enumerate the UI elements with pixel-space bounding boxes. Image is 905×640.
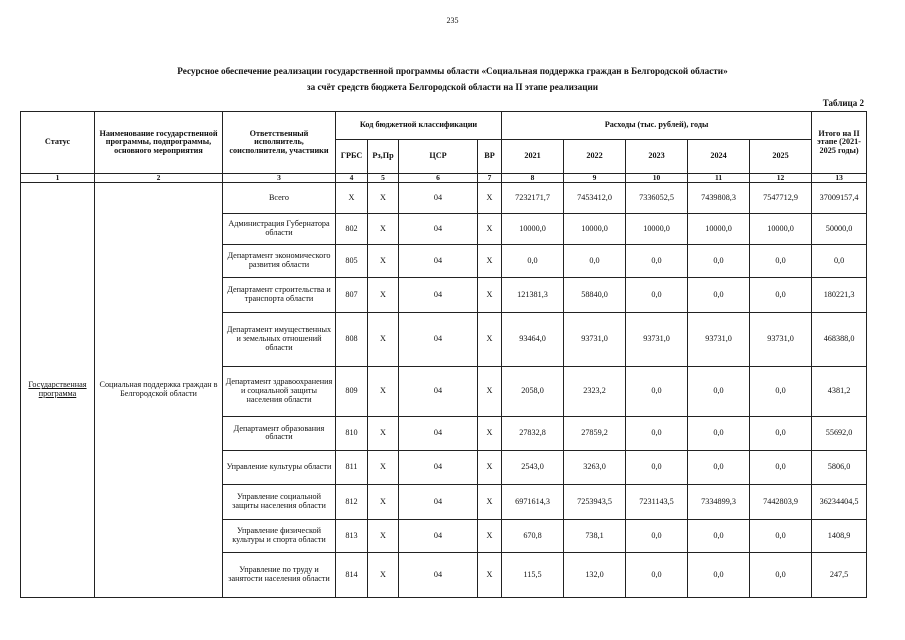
header-status: Статус [21,112,95,174]
cell-grbs: 808 [336,312,368,366]
cell-year-2025: 0,0 [750,244,812,277]
cell-executor: Департамент имущественных и земельных отношений области [223,312,336,366]
status-cell: Государственная программа [21,182,95,597]
cell-year-2022: 0,0 [564,244,626,277]
cell-year-2023: 0,0 [626,450,688,484]
cell-executor: Департамент строительства и транспорта области [223,277,336,312]
cell-total: 36234404,5 [812,484,867,519]
cell-grbs: 802 [336,213,368,244]
cell-year-2023: 0,0 [626,416,688,450]
cell-year-2024: 0,0 [688,244,750,277]
cell-executor: Управление социальной защиты населения области [223,484,336,519]
cell-year-2023: 7231143,5 [626,484,688,519]
header-grbs: ГРБС [336,140,368,174]
cell-year-2022: 738,1 [564,519,626,552]
cell-year-2021: 6971614,3 [502,484,564,519]
header-budget-code: Код бюджетной классификации [336,112,502,140]
cell-rzpr: Х [368,552,399,597]
document-subtitle: за счёт средств бюджета Белгородской области на II этапе реализации [306,82,599,92]
cell-rzpr: Х [368,277,399,312]
cell-total: 5806,0 [812,450,867,484]
cell-rzpr: Х [368,450,399,484]
cell-grbs: 814 [336,552,368,597]
column-number: 5 [368,174,399,183]
cell-executor: Департамент экономического развития области [223,244,336,277]
column-number-row [21,174,867,183]
cell-year-2022: 27859,2 [564,416,626,450]
cell-vr: Х [478,182,502,213]
cell-year-2023: 0,0 [626,519,688,552]
cell-grbs: 809 [336,366,368,416]
cell-year-2025: 0,0 [750,450,812,484]
column-number: 3 [223,174,336,183]
cell-grbs: 813 [336,519,368,552]
column-number: 9 [564,174,626,183]
column-number: 7 [478,174,502,183]
header-csr: ЦСР [399,140,478,174]
cell-csr: 04 [399,366,478,416]
cell-executor: Департамент здравоохранения и социальной защиты населения области [223,366,336,416]
cell-grbs: Х [336,182,368,213]
cell-rzpr: Х [368,416,399,450]
cell-csr: 04 [399,519,478,552]
cell-vr: Х [478,244,502,277]
header-2024: 2024 [688,140,750,174]
cell-total: 247,5 [812,552,867,597]
cell-year-2023: 7336052,5 [626,182,688,213]
cell-year-2023: 10000,0 [626,213,688,244]
cell-year-2022: 132,0 [564,552,626,597]
cell-rzpr: Х [368,213,399,244]
cell-rzpr: Х [368,182,399,213]
header-total: Итого на II этапе (2021-2025 годы) [812,112,867,174]
header-expenses: Расходы (тыс. рублей), годы [502,112,812,140]
table-row [21,182,867,213]
cell-year-2021: 0,0 [502,244,564,277]
column-number: 13 [812,174,867,183]
cell-executor: Всего [223,182,336,213]
cell-year-2024: 0,0 [688,366,750,416]
cell-year-2025: 0,0 [750,519,812,552]
cell-total: 468388,0 [812,312,867,366]
header-2023: 2023 [626,140,688,174]
cell-total: 50000,0 [812,213,867,244]
cell-total: 4381,2 [812,366,867,416]
cell-year-2022: 7453412,0 [564,182,626,213]
column-number: 6 [399,174,478,183]
cell-year-2025: 93731,0 [750,312,812,366]
cell-year-2022: 7253943,5 [564,484,626,519]
cell-year-2021: 7232171,7 [502,182,564,213]
cell-rzpr: Х [368,244,399,277]
cell-year-2023: 0,0 [626,277,688,312]
cell-vr: Х [478,416,502,450]
column-number: 11 [688,174,750,183]
header-2025: 2025 [750,140,812,174]
cell-vr: Х [478,312,502,366]
cell-csr: 04 [399,182,478,213]
cell-year-2021: 93464,0 [502,312,564,366]
cell-csr: 04 [399,244,478,277]
header-rzpr: Рз,Пр [368,140,399,174]
cell-executor: Администрация Губернатора области [223,213,336,244]
header-2022: 2022 [564,140,626,174]
cell-year-2024: 0,0 [688,519,750,552]
cell-year-2021: 10000,0 [502,213,564,244]
cell-grbs: 812 [336,484,368,519]
cell-year-2025: 10000,0 [750,213,812,244]
cell-executor: Департамент образования области [223,416,336,450]
cell-rzpr: Х [368,519,399,552]
cell-year-2021: 2058,0 [502,366,564,416]
header-2021: 2021 [502,140,564,174]
cell-year-2024: 93731,0 [688,312,750,366]
cell-total: 180221,3 [812,277,867,312]
cell-rzpr: Х [368,366,399,416]
cell-total: 37009157,4 [812,182,867,213]
cell-total: 0,0 [812,244,867,277]
cell-vr: Х [478,552,502,597]
cell-csr: 04 [399,552,478,597]
column-number: 1 [21,174,95,183]
cell-year-2022: 3263,0 [564,450,626,484]
cell-total: 1408,9 [812,519,867,552]
cell-rzpr: Х [368,484,399,519]
cell-vr: Х [478,277,502,312]
cell-executor: Управление по труду и занятости населения области [223,552,336,597]
cell-csr: 04 [399,484,478,519]
cell-year-2022: 10000,0 [564,213,626,244]
cell-grbs: 811 [336,450,368,484]
cell-csr: 04 [399,277,478,312]
cell-grbs: 805 [336,244,368,277]
cell-grbs: 807 [336,277,368,312]
program-name-cell: Социальная поддержка граждан в Белгородской области [95,182,223,597]
cell-executor: Управление физической культуры и спорта области [223,519,336,552]
column-number: 2 [95,174,223,183]
cell-year-2024: 10000,0 [688,213,750,244]
cell-vr: Х [478,519,502,552]
header-vr: ВР [478,140,502,174]
cell-total: 55692,0 [812,416,867,450]
cell-executor: Управление культуры области [223,450,336,484]
cell-year-2024: 7439808,3 [688,182,750,213]
cell-year-2021: 27832,8 [502,416,564,450]
cell-year-2023: 0,0 [626,552,688,597]
cell-year-2025: 7547712,9 [750,182,812,213]
column-number: 4 [336,174,368,183]
cell-year-2025: 0,0 [750,552,812,597]
cell-year-2024: 0,0 [688,277,750,312]
column-number: 8 [502,174,564,183]
cell-rzpr: Х [368,312,399,366]
document-title: Ресурсное обеспечение реализации государственной программы области «Социальная поддержка граждан в Белгородской области» [177,66,728,76]
cell-csr: 04 [399,312,478,366]
cell-year-2025: 0,0 [750,277,812,312]
cell-csr: 04 [399,450,478,484]
table-label: Таблица 2 [822,98,864,108]
cell-csr: 04 [399,416,478,450]
cell-year-2023: 0,0 [626,244,688,277]
cell-year-2025: 0,0 [750,366,812,416]
cell-year-2025: 0,0 [750,416,812,450]
cell-vr: Х [478,450,502,484]
cell-vr: Х [478,366,502,416]
cell-year-2021: 121381,3 [502,277,564,312]
cell-year-2024: 0,0 [688,552,750,597]
column-number: 10 [626,174,688,183]
cell-year-2024: 0,0 [688,416,750,450]
cell-vr: Х [478,213,502,244]
cell-year-2025: 7442803,9 [750,484,812,519]
cell-year-2023: 0,0 [626,366,688,416]
cell-year-2021: 2543,0 [502,450,564,484]
cell-year-2024: 0,0 [688,450,750,484]
budget-table [20,111,867,598]
cell-year-2021: 670,8 [502,519,564,552]
cell-year-2024: 7334899,3 [688,484,750,519]
cell-vr: Х [478,484,502,519]
cell-grbs: 810 [336,416,368,450]
cell-year-2021: 115,5 [502,552,564,597]
cell-csr: 04 [399,213,478,244]
header-executor: Ответственный исполнитель, соисполнители, участники [223,112,336,174]
cell-year-2023: 93731,0 [626,312,688,366]
column-number: 12 [750,174,812,183]
cell-year-2022: 93731,0 [564,312,626,366]
cell-year-2022: 58840,0 [564,277,626,312]
cell-year-2022: 2323,2 [564,366,626,416]
page-number: 235 [446,16,459,25]
header-name: Наименование государственной программы, подпрограммы, основного мероприятия [95,112,223,174]
